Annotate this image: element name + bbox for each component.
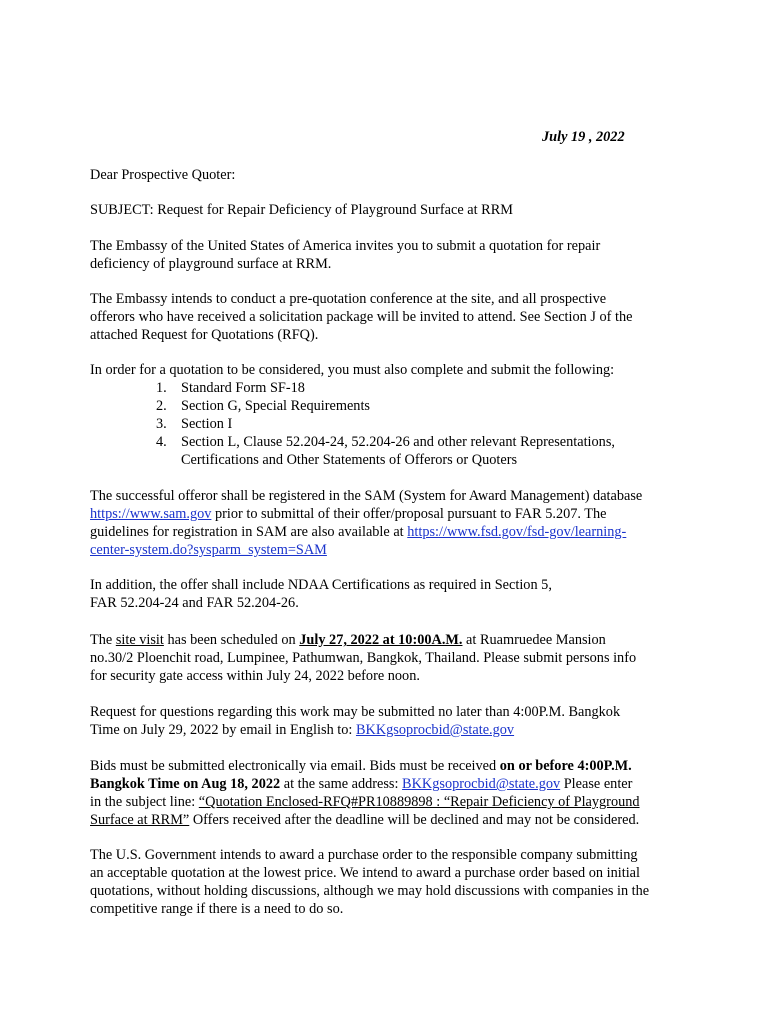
text-line: offerors who have received a solicitation package will be invited to attend. See Section J of the bbox=[90, 309, 633, 325]
email-subject-line-continued: Surface at RRM” bbox=[90, 812, 190, 828]
subject-line bbox=[90, 201, 690, 219]
list-number: 3. bbox=[156, 416, 167, 432]
text-line: deficiency of playground surface at RRM. bbox=[90, 256, 332, 272]
list-text: Standard Form SF-18 bbox=[181, 380, 305, 396]
list-text: Section G, Special Requirements bbox=[181, 398, 370, 414]
list-number: 1. bbox=[156, 380, 167, 396]
subject-text: SUBJECT: Request for Repair Deficiency of Playground Surface at RRM bbox=[90, 202, 513, 218]
text-line: In order for a quotation to be considered, you must also complete and submit the following: bbox=[90, 362, 615, 378]
text-segment: Offers received after the deadline will be declined and may not be considered. bbox=[189, 812, 640, 828]
text-line: attached Request for Quotations (RFQ). bbox=[90, 327, 319, 343]
paragraph-award bbox=[90, 846, 690, 918]
bid-deadline-date: Bangkok Time on Aug 18, 2022 bbox=[90, 776, 281, 792]
list-text: Section I bbox=[181, 416, 233, 432]
email-subject-line: “Quotation Enclosed-RFQ#PR10889898 : “Repair Deficiency of Playground bbox=[198, 794, 640, 810]
text-line: Request for questions regarding this work may be submitted no later than 4:00P.M. Bangkok bbox=[90, 704, 621, 720]
text-segment: in the subject line: bbox=[90, 794, 199, 810]
text-segment: has been scheduled on bbox=[163, 632, 300, 648]
text-line bbox=[90, 775, 690, 793]
requirements-list bbox=[156, 379, 615, 469]
sam-gov-link[interactable]: https://www.sam.gov bbox=[90, 506, 212, 522]
text-line: The successful offeror shall be registered in the SAM (System for Award Management) database bbox=[90, 488, 643, 504]
salutation bbox=[90, 166, 690, 184]
paragraph-requirements-intro bbox=[90, 361, 690, 379]
text-line: FAR 52.204-24 and FAR 52.204-26. bbox=[90, 595, 299, 611]
text-line bbox=[90, 721, 690, 739]
text-segment: prior to submittal of their offer/proposal pursuant to FAR 5.207. The bbox=[211, 506, 607, 522]
text-segment: The bbox=[90, 632, 116, 648]
text-line bbox=[90, 757, 690, 775]
list-item bbox=[156, 379, 615, 397]
site-visit-datetime: July 27, 2022 at 10:00A.M. bbox=[299, 632, 463, 648]
paragraph-bids bbox=[90, 757, 690, 829]
text-line bbox=[90, 523, 690, 541]
text-segment: at Ruamruedee Mansion bbox=[462, 632, 606, 648]
salutation-text: Dear Prospective Quoter: bbox=[90, 167, 236, 183]
list-item bbox=[156, 397, 615, 415]
bids-email-link[interactable]: BKKgsoprocbid@state.gov bbox=[402, 776, 561, 792]
paragraph-conference bbox=[90, 290, 690, 344]
text-segment: Please enter bbox=[560, 776, 633, 792]
paragraph-sam-registration bbox=[90, 487, 690, 559]
text-line: The Embassy intends to conduct a pre-quotation conference at the site, and all prospective bbox=[90, 291, 607, 307]
paragraph-site-visit bbox=[90, 631, 690, 685]
list-item bbox=[156, 415, 615, 433]
list-item bbox=[156, 433, 615, 451]
text-segment: Time on July 29, 2022 by email in English to: bbox=[90, 722, 356, 738]
text-segment: Bids must be submitted electronically via email. Bids must be received bbox=[90, 758, 500, 774]
paragraph-invitation bbox=[90, 237, 690, 273]
list-text: Section L, Clause 52.204-24, 52.204-26 and other relevant Representations, bbox=[181, 434, 615, 450]
text-line: for security gate access within July 24, 2022 before noon. bbox=[90, 668, 420, 684]
letter-date: July 19 , 2022 bbox=[542, 129, 625, 145]
list-number: 2. bbox=[156, 398, 167, 414]
paragraph-ndaa bbox=[90, 576, 690, 612]
text-segment: guidelines for registration in SAM are also available at bbox=[90, 524, 408, 540]
text-line: In addition, the offer shall include NDAA Certifications as required in Section 5, bbox=[90, 577, 552, 593]
paragraph-questions bbox=[90, 703, 690, 739]
text-line: quotations, without holding discussions, although we may hold discussions with companies in the bbox=[90, 883, 650, 899]
questions-email-link[interactable]: BKKgsoprocbid@state.gov bbox=[355, 722, 515, 738]
bid-deadline: on or before 4:00P.M. bbox=[499, 758, 632, 774]
text-line bbox=[90, 505, 690, 523]
text-line: The U.S. Government intends to award a purchase order to the responsible company submitting bbox=[90, 847, 638, 863]
text-line: The Embassy of the United States of America invites you to submit a quotation for repair bbox=[90, 238, 601, 254]
text-line bbox=[90, 631, 690, 649]
text-line bbox=[90, 811, 690, 829]
text-line bbox=[90, 793, 690, 811]
text-line: no.30/2 Ploenchit road, Lumpinee, Pathumwan, Bangkok, Thailand. Please submit persons info bbox=[90, 650, 637, 666]
fsd-gov-link[interactable]: https://www.fsd.gov/fsd-gov/learning- bbox=[407, 524, 627, 540]
text-segment: at the same address: bbox=[280, 776, 403, 792]
text-line: an acceptable quotation at the lowest price. We intend to award a purchase order based on initial bbox=[90, 865, 640, 881]
site-visit-label: site visit bbox=[115, 632, 164, 648]
fsd-gov-link-continued[interactable]: center-system.do?sysparm_system=SAM bbox=[90, 542, 327, 558]
list-number: 4. bbox=[156, 434, 167, 450]
text-line bbox=[90, 541, 690, 559]
list-text: Certifications and Other Statements of Offerors or Quoters bbox=[181, 452, 518, 468]
text-line: competitive range if there is a need to do so. bbox=[90, 901, 344, 917]
list-item-continuation bbox=[156, 451, 615, 469]
